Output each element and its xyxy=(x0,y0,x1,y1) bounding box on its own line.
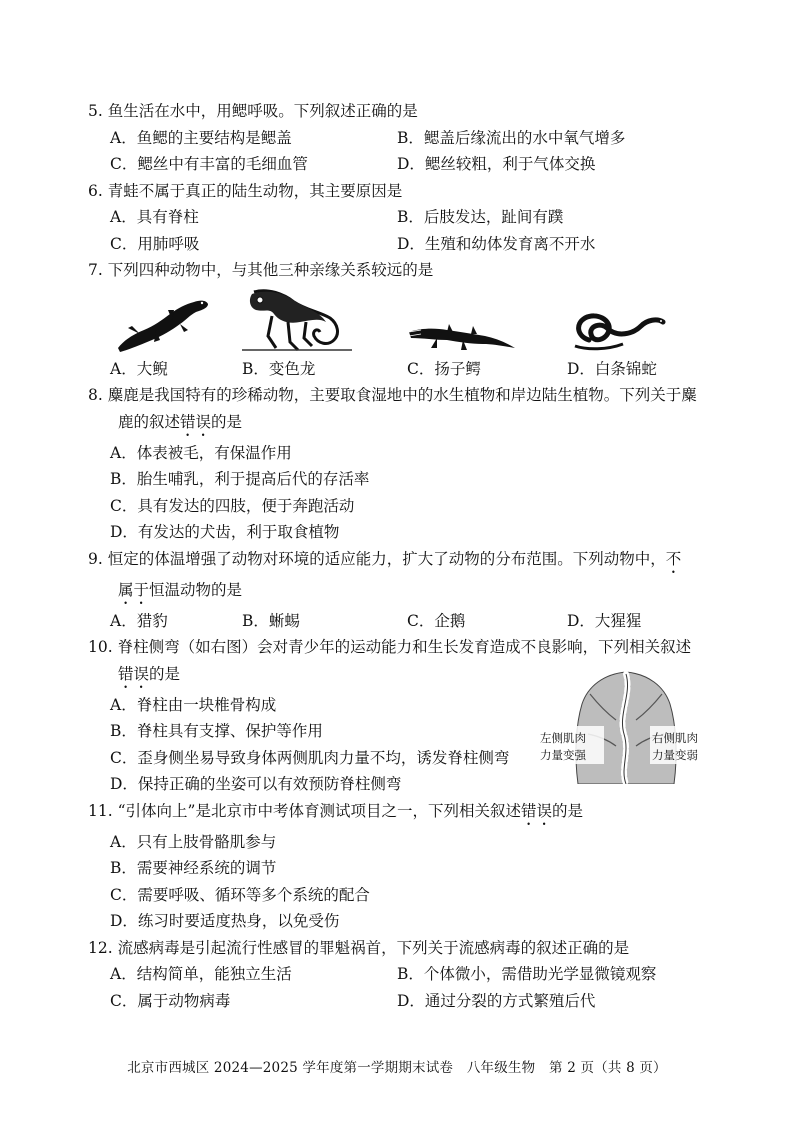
question-12 xyxy=(88,935,714,1015)
figure-left-label-2: 力量变强 xyxy=(540,748,586,762)
question-7-stem: 7. 下列四种动物中，与其他三种亲缘关系较远的是 xyxy=(88,261,434,279)
option-b: B．脊柱具有支撑、保护等作用 xyxy=(110,722,323,740)
spine-back-figure xyxy=(538,664,713,784)
figure-left-label-1: 左侧肌肉 xyxy=(540,731,586,745)
option-b: B．后肢发达，趾间有蹼 xyxy=(397,208,564,226)
question-6 xyxy=(88,178,714,258)
option-d: D．大猩猩 xyxy=(567,611,642,630)
question-5-options xyxy=(88,125,714,178)
option-a: A．具有脊柱 xyxy=(110,208,199,226)
option-b: B．需要神经系统的调节 xyxy=(110,859,277,877)
option-d: D．白条锦蛇 xyxy=(567,359,657,378)
option-d: D．练习时要适度热身，以免受伤 xyxy=(110,912,340,930)
page-footer: 北京市西城区 2024—2025 学年度第一学期期末试卷 八年级生物 第 2 页（共 8 页） xyxy=(127,1060,667,1076)
question-10-stem-line-2: 错误的是 xyxy=(118,664,181,683)
option-c: C．用肺呼吸 xyxy=(110,234,200,253)
option-b: B．鳃盖后缘流出的水中氧气增多 xyxy=(397,128,626,147)
option-a: A．鱼鳃的主要结构是鳃盖 xyxy=(110,128,292,147)
question-8-stem-line-1: 8. 麋鹿是我国特有的珍稀动物，主要取食湿地中的水生植物和岸边陆生植物。下列关于麋 xyxy=(88,386,697,404)
option-b: B．蜥蜴 xyxy=(242,611,300,630)
option-c: C．扬子鳄 xyxy=(407,359,481,378)
option-c: C．企鹅 xyxy=(407,611,466,630)
question-7-options xyxy=(88,356,714,383)
option-d: D．鳃丝较粗，利于气体交换 xyxy=(397,155,596,173)
question-5-stem: 5. 鱼生活在水中，用鳃呼吸。下列叙述正确的是 xyxy=(88,102,418,120)
figure-right-label-1: 右侧肌肉 xyxy=(652,731,698,745)
question-8-options xyxy=(88,440,714,546)
option-a: A．大鲵 xyxy=(110,359,168,378)
question-8 xyxy=(88,382,714,546)
option-c: C．需要呼吸、循环等多个系统的配合 xyxy=(110,885,370,904)
question-11-stem: 11. “引体向上”是北京市中考体育测试项目之一，下列相关叙述 错误 的是 xyxy=(88,801,583,820)
option-d: D．保持正确的坐姿可以有效预防脊柱侧弯 xyxy=(110,775,402,793)
question-9 xyxy=(88,546,714,635)
option-d: D．有发达的犬齿，利于取食植物 xyxy=(110,523,340,541)
option-a: A．体表被毛，有保温作用 xyxy=(110,443,292,462)
question-7 xyxy=(88,257,714,382)
option-a: A．只有上肢骨骼肌参与 xyxy=(110,832,277,851)
salamander-icon xyxy=(110,290,210,356)
option-b: B．变色龙 xyxy=(242,359,316,378)
option-c: C．鳃丝中有丰富的毛细血管 xyxy=(110,155,308,173)
option-c: C．具有发达的四肢，便于奔跑活动 xyxy=(110,496,355,515)
option-d: D．通过分裂的方式繁殖后代 xyxy=(397,991,596,1010)
question-6-options xyxy=(88,204,714,257)
chameleon-icon xyxy=(242,286,352,356)
option-a: A．结构简单，能独立生活 xyxy=(110,965,292,983)
figure-right-label-2: 力量变弱 xyxy=(652,748,698,762)
alligator-icon xyxy=(407,316,517,356)
question-6-stem: 6. 青蛙不属于真正的陆生动物，其主要原因是 xyxy=(88,181,403,200)
option-a: A．脊柱由一块椎骨构成 xyxy=(110,695,277,714)
question-5 xyxy=(88,98,714,178)
question-11 xyxy=(88,798,714,935)
question-12-options xyxy=(88,961,714,1014)
question-9-stem-line-2: 属于恒温动物的是 xyxy=(118,580,243,599)
option-d: D．生殖和幼体发育离不开水 xyxy=(397,234,596,253)
question-11-options xyxy=(88,829,714,935)
question-9-options xyxy=(88,608,714,635)
question-10 xyxy=(88,634,714,798)
option-b: B．个体微小，需借助光学显微镜观察 xyxy=(397,965,657,983)
option-a: A．猎豹 xyxy=(110,611,168,630)
question-7-pictures xyxy=(88,284,714,356)
question-9-stem-line-1: 9. 恒定的体温增强了动物对环境的适应能力，扩大了动物的分布范围。下列动物中， 不 xyxy=(88,549,682,568)
option-c: C．歪身侧坐易导致身体两侧肌肉力量不均，诱发脊柱侧弯 xyxy=(110,748,510,767)
option-c: C．属于动物病毒 xyxy=(110,991,231,1010)
question-8-stem-line-2: 鹿的叙述错误的是 xyxy=(118,412,243,431)
snake-icon xyxy=(567,300,667,356)
option-b: B．胎生哺乳，利于提高后代的存活率 xyxy=(110,470,370,488)
question-12-stem: 12. 流感病毒是引起流行性感冒的罪魁祸首，下列关于流感病毒的叙述正确的是 xyxy=(88,938,630,957)
question-10-stem-line-1: 10. 脊柱侧弯（如右图）会对青少年的运动能力和生长发育造成不良影响，下列相关叙述 xyxy=(88,638,692,656)
